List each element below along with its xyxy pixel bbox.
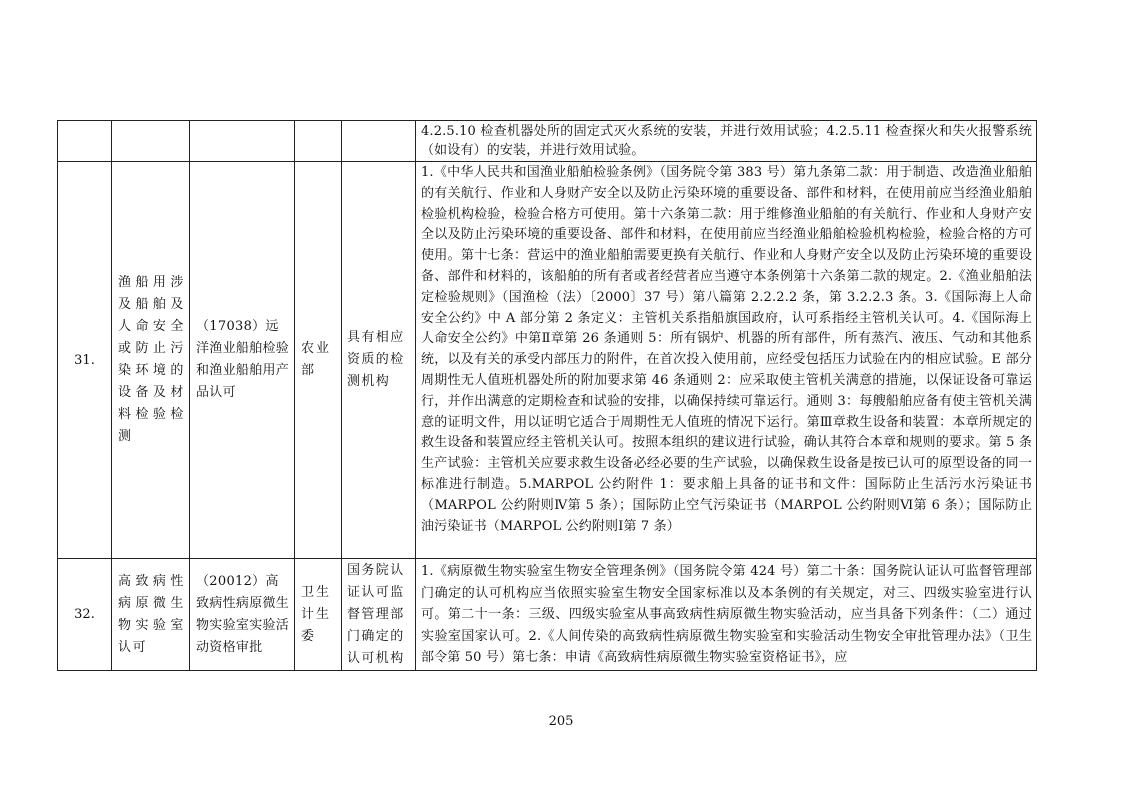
implementing-org bbox=[342, 121, 416, 162]
implementing-org: 具有相应资质的检测机构 bbox=[342, 162, 416, 559]
page-number: 205 bbox=[548, 714, 574, 729]
item-name bbox=[112, 121, 190, 162]
item-name: 高致病性病原微生物实验室认可 bbox=[112, 559, 190, 671]
row-number: 32. bbox=[58, 559, 112, 671]
approval-item: （17038）远洋渔业船舶检验和渔业船舶用产品认可 bbox=[190, 162, 295, 559]
legal-basis: 4.2.5.10 检查机器处所的固定式灭火系统的安装，并进行效用试验；4.2.5.11 检查探火和失火报警系统（如设有）的安装，并进行效用试验。 bbox=[416, 121, 1037, 162]
table-row bbox=[58, 559, 1037, 671]
table-row bbox=[58, 121, 1037, 162]
item-name: 渔船用涉及船舶及人命安全或防止污染环境的设备及材料检验检测 bbox=[112, 162, 190, 559]
table-row bbox=[58, 162, 1037, 559]
approval-item: （20012）高致病性病原微生物实验室实验活动资格审批 bbox=[190, 559, 295, 671]
legal-basis: 1.《病原微生物实验室生物安全管理条例》（国务院令第 424 号）第二十条：国务院认证认可监督管理部门确定的认可机构应当依照实验室生物安全国家标准以及本条例的有关规定，对三、四级实验室进行认可。第二十一条：三级、四级实验室从事高致病性病原微生物实验活动，应当具备下列条件：（二）通过实验室国家认可。2.《人间传染的高致病性病原微生物实验室和实验活动生物安全审批管理办法》（卫生部令第 50 号）第七条：申请《高致病性病原微生物实验室资格证书》，应 bbox=[416, 559, 1037, 671]
item-table bbox=[57, 120, 1037, 671]
legal-basis: 1.《中华人民共和国渔业船舶检验条例》（国务院令第 383 号）第九条第二款：用于制造、改造渔业船舶的有关航行、作业和人身财产安全以及防止污染环境的重要设备、部件和材料，在使用前应当经渔业船舶检验机构检验，检验合格方可使用。第十六条第二款：用于维修渔业船舶的有关航行、作业和人身财产安全以及防止污染环境的重要设备、部件和材料，在使用前应当经渔业船舶检验机构检验，检验合格的方可使用。第十七条：营运中的渔业船舶需要更换有关航行、作业和人身财产安全以及防止污染环境的重要设备、部件和材料的，该船舶的所有者或者经营者应当遵守本条例第十六条第二款的规定。2.《渔业船舶法定检验规则》（国渔检（法）〔2000〕37 号）第八篇第 2.2.2.2 条，第 3.2.2.3 条。3.《国际海上人命安全公约》中 A 部分第 2 条定义：主管机关系指船旗国政府，认可系指经主管机关认可。4.《国际海上人命安全公约》中第Ⅱ章第 26 条通则 5：所有锅炉、机器的所有部件，所有蒸汽、液压、气动和其他系统，以及有关的承受内部压力的附件，在首次投入使用前，应经受包括压力试验在内的相应试验。E 部分周期性无人值班机器处所的附加要求第 46 条通则 2：应采取使主管机关满意的措施，以保证设备可靠运行，并作出满意的定期检查和试验的安排，以确保持续可靠运行。通则 3：每艘船舶应备有使主管机关满意的证明文件，用以证明它适合于周期性无人值班的情况下运行。第Ⅲ章救生设备和装置：本章所规定的救生设备和装置应经主管机关认可。按照本组织的建议进行试验，确认其符合本章和规则的要求。第 5 条生产试验：主管机关应要求救生设备必经必要的生产试验，以确保救生设备是按已认可的原型设备的同一标准进行制造。5.MARPOL 公约附件 1：要求船上具备的证书和文件：国际防止生活污水污染证书（MARPOL 公约附则Ⅳ第 5 条）；国际防止空气污染证书（MARPOL 公约附则Ⅵ第 6 条）；国际防止油污染证书（MARPOL 公约附则Ⅰ第 7 条） bbox=[416, 162, 1037, 559]
row-number: 31. bbox=[58, 162, 112, 559]
department: 农业部 bbox=[295, 162, 342, 559]
department: 卫生计生委 bbox=[295, 559, 342, 671]
approval-item bbox=[190, 121, 295, 162]
department bbox=[295, 121, 342, 162]
row-number bbox=[58, 121, 112, 162]
implementing-org: 国务院认证认可监督管理部门确定的认可机构 bbox=[342, 559, 416, 671]
